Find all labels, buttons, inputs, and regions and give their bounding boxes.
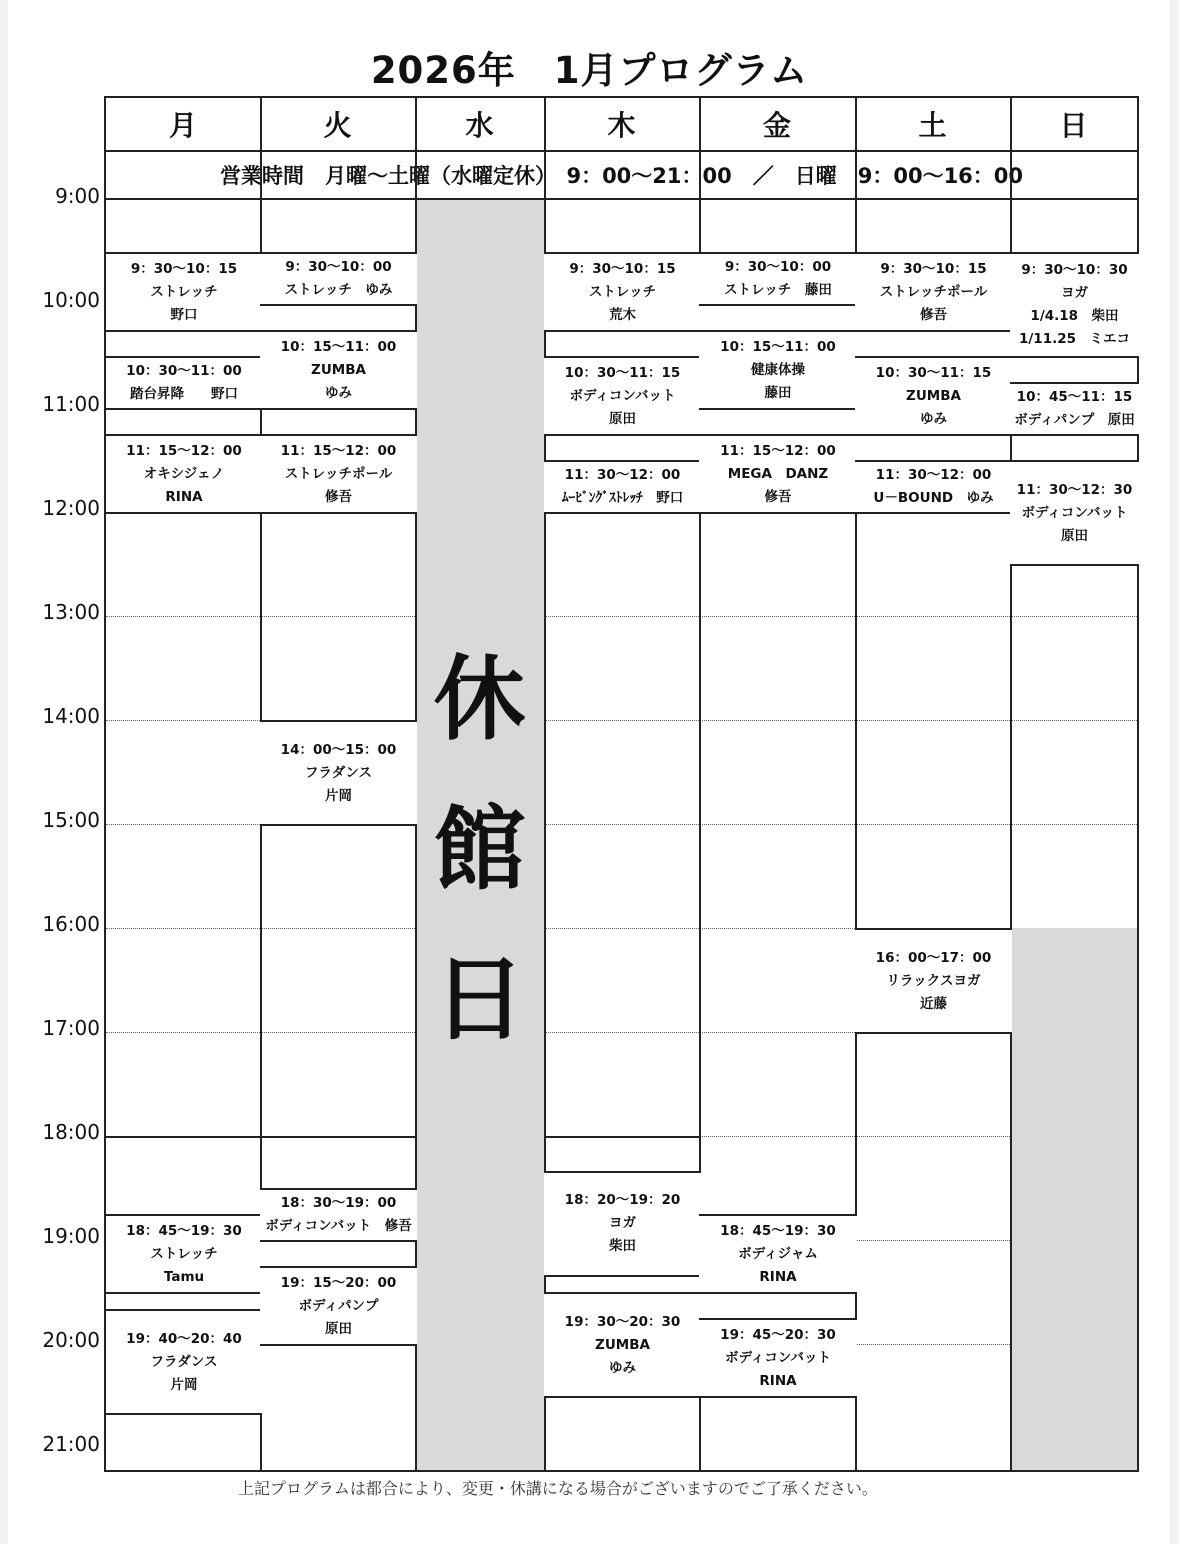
class-block xyxy=(260,1188,417,1242)
hour-line-solid xyxy=(106,1136,260,1138)
class-name: ボディコンバット xyxy=(725,1349,831,1366)
class-instructor: RINA xyxy=(759,1268,797,1285)
class-block xyxy=(106,252,262,332)
class-name: ストレッチ xyxy=(588,283,657,300)
class-block xyxy=(699,1214,857,1294)
schedule-grid xyxy=(104,96,1139,1472)
class-name: ZUMBA xyxy=(906,387,961,404)
hour-line xyxy=(1010,824,1137,825)
class-time: 14：00～15：00 xyxy=(280,741,397,758)
class-name: ストレッチポール xyxy=(879,283,988,300)
day-header-wed: 水 xyxy=(465,109,494,142)
hour-line xyxy=(699,1136,855,1137)
class-block xyxy=(260,330,417,410)
class-block xyxy=(544,356,701,436)
class-time: 19：40～20：40 xyxy=(126,1330,242,1347)
sunday-closed-block xyxy=(1010,928,1137,1470)
time-label: 17:00 xyxy=(42,1016,100,1040)
class-instructor: 荒木 xyxy=(609,306,636,323)
class-block xyxy=(699,252,857,306)
class-name: ヨガ xyxy=(609,1215,636,1232)
hour-line xyxy=(699,616,855,617)
class-instructor: ゆみ xyxy=(609,1359,636,1376)
time-label: 19:00 xyxy=(42,1224,100,1248)
closed-day-char: 日 xyxy=(433,946,526,1053)
class-name: ストレッチ 藤田 xyxy=(724,282,832,298)
class-name: ボディコンバット xyxy=(1021,504,1128,521)
class-block xyxy=(855,356,1012,436)
class-time: 11：15～12：00 xyxy=(126,442,242,459)
class-name: ZUMBA xyxy=(595,1336,650,1353)
class-name: ボディパンプ xyxy=(298,1297,379,1314)
time-label: 15:00 xyxy=(42,808,100,832)
day-header-sat: 土 xyxy=(918,109,947,142)
hour-line-solid xyxy=(260,1136,415,1138)
class-time: 9：30～10：15 xyxy=(130,260,238,277)
class-block xyxy=(544,1292,701,1398)
class-block xyxy=(699,1318,857,1398)
class-block xyxy=(855,460,1012,514)
class-instructor: Tamu xyxy=(163,1268,205,1285)
hour-line xyxy=(855,1344,1010,1345)
class-instructor: RINA xyxy=(759,1372,797,1389)
class-time: 9：30～10：00 xyxy=(285,259,392,275)
class-name: リラックスヨガ xyxy=(886,972,981,989)
class-instructor: RINA xyxy=(165,488,203,505)
class-block xyxy=(106,1309,262,1415)
class-name: ヨガ xyxy=(1061,285,1088,301)
hour-line xyxy=(106,824,260,825)
class-time: 9：30～10：00 xyxy=(724,259,832,275)
hour-line xyxy=(699,824,855,825)
day-header-sun: 日 xyxy=(1059,109,1088,142)
class-block xyxy=(260,720,417,826)
class-instructor: 修吾 xyxy=(920,306,947,323)
hour-line xyxy=(544,1032,699,1033)
class-time: 11：30～12：00 xyxy=(564,467,681,483)
class-time: 9：30～10：15 xyxy=(880,260,987,277)
class-time: 11：15～12：00 xyxy=(720,442,836,459)
class-block xyxy=(544,252,701,332)
hour-line xyxy=(1010,616,1137,617)
class-time: 10：45～11：15 xyxy=(1016,389,1133,405)
class-block xyxy=(260,1266,417,1346)
hour-line xyxy=(260,1032,415,1033)
class-instructor: 1/4.18 柴田 xyxy=(1030,308,1119,324)
time-label: 9:00 xyxy=(55,184,100,208)
hour-line xyxy=(106,928,260,929)
class-block xyxy=(699,434,857,514)
class-name: ボディコンバット 修吾 xyxy=(265,1218,412,1234)
class-block xyxy=(260,434,417,514)
class-instructor: 藤田 xyxy=(764,384,792,401)
time-label: 18:00 xyxy=(42,1120,100,1144)
class-instructor: 修吾 xyxy=(764,488,792,505)
class-instructor: 近藤 xyxy=(920,995,947,1012)
hour-line xyxy=(106,720,260,721)
time-label: 13:00 xyxy=(42,600,100,624)
class-name: オキシジェノ xyxy=(143,465,225,482)
day-header-mon: 月 xyxy=(168,109,197,142)
class-name: ストレッチ xyxy=(150,283,218,300)
hour-line-solid xyxy=(544,1136,699,1138)
closed-day-char: 館 xyxy=(433,796,526,903)
class-instructor: 原田 xyxy=(325,1320,352,1337)
hour-line xyxy=(855,1240,1010,1241)
class-time: 16：00～17：00 xyxy=(875,949,992,966)
hour-line xyxy=(855,1136,1010,1137)
page-title: 2026年 1月プログラム xyxy=(370,49,809,92)
day-header-fri: 金 xyxy=(762,109,791,142)
class-block xyxy=(1010,460,1139,566)
class-time: 10：30～11：00 xyxy=(126,363,242,379)
class-time: 18：45～19：30 xyxy=(126,1222,242,1239)
hour-line xyxy=(699,720,855,721)
hour-line xyxy=(544,720,699,721)
class-name: ストレッチポール xyxy=(284,465,393,482)
class-name: U－BOUND ゆみ xyxy=(873,490,994,506)
class-instructor: 原田 xyxy=(1061,527,1088,544)
class-time: 18：45～19：30 xyxy=(720,1222,836,1239)
class-block xyxy=(544,460,701,514)
hour-line xyxy=(699,1032,855,1033)
class-time: 11：30～12：30 xyxy=(1016,481,1133,498)
class-time: 11：30～12：00 xyxy=(875,467,992,483)
time-label: 12:00 xyxy=(42,496,100,520)
class-time: 10：30～11：15 xyxy=(875,364,992,381)
class-block xyxy=(260,252,417,306)
time-label: 16:00 xyxy=(42,912,100,936)
class-time: 18：20～19：20 xyxy=(564,1192,681,1209)
class-time: 18：30～19：00 xyxy=(280,1195,397,1211)
closed-day-label xyxy=(415,625,544,1075)
class-name: ﾑｰﾋﾞﾝｸﾞｽﾄﾚｯﾁ 野口 xyxy=(561,490,684,506)
closed-day-column xyxy=(415,200,544,1470)
day-header-tue: 火 xyxy=(323,109,352,142)
class-name: MEGA DANZ xyxy=(727,465,829,482)
class-time: 9：30～10：15 xyxy=(569,260,676,277)
hour-line xyxy=(699,928,855,929)
closed-day-char: 休 xyxy=(433,646,526,753)
class-name: ボディコンバット xyxy=(569,387,676,404)
time-label: 10:00 xyxy=(42,288,100,312)
hour-line xyxy=(260,616,415,617)
class-block xyxy=(855,252,1012,332)
footer-note: 上記プログラムは都合により、変更・休講になる場合がございますのでご了承ください。 xyxy=(238,1479,878,1498)
class-name: 踏台昇降 野口 xyxy=(130,386,238,402)
time-label: 11:00 xyxy=(42,392,100,416)
class-block xyxy=(855,928,1012,1034)
hour-line xyxy=(855,720,1010,721)
class-name: ストレッチ ゆみ xyxy=(284,282,393,298)
class-name: ZUMBA xyxy=(311,361,366,378)
class-name: ストレッチ xyxy=(150,1245,218,1262)
hour-line xyxy=(544,824,699,825)
class-instructor: 片岡 xyxy=(325,787,352,804)
time-label: 21:00 xyxy=(42,1432,100,1456)
class-block xyxy=(106,434,262,514)
class-time: 9：30～10：30 xyxy=(1021,262,1128,278)
class-block xyxy=(106,356,262,410)
class-block xyxy=(106,1214,262,1294)
class-instructor: ゆみ xyxy=(325,384,352,401)
class-time: 10：15～11：00 xyxy=(720,338,836,355)
hour-line xyxy=(260,928,415,929)
time-label: 20:00 xyxy=(42,1328,100,1352)
class-time: 19：15～20：00 xyxy=(280,1274,397,1291)
class-instructor: ゆみ xyxy=(920,410,947,427)
hour-line xyxy=(544,616,699,617)
class-name: ボディジャム xyxy=(738,1245,818,1262)
business-hours: 営業時間 月曜～土曜（水曜定休） 9：00～21：00 ／ 日曜 9：00～16：00 xyxy=(106,150,1137,200)
hour-line xyxy=(1010,720,1137,721)
class-instructor: 原田 xyxy=(609,410,636,427)
hour-line xyxy=(106,616,260,617)
hour-line xyxy=(106,1032,260,1033)
class-block xyxy=(544,1171,701,1277)
class-instructor: 修吾 xyxy=(325,488,352,505)
hour-line xyxy=(544,928,699,929)
class-instructor: 柴田 xyxy=(609,1238,636,1255)
class-instructor: 片岡 xyxy=(170,1376,198,1393)
class-time: 10：30～11：15 xyxy=(564,364,681,381)
class-time: 11：15～12：00 xyxy=(280,442,397,459)
class-time: 10：15～11：00 xyxy=(280,338,397,355)
class-name: フラダンス xyxy=(150,1353,218,1370)
time-label: 14:00 xyxy=(42,704,100,728)
class-time: 19：30～20：30 xyxy=(564,1313,681,1330)
class-name: 健康体操 xyxy=(751,361,805,378)
class-instructor: 野口 xyxy=(170,306,198,323)
hour-line xyxy=(855,824,1010,825)
class-name: フラダンス xyxy=(304,764,373,781)
day-header-thu: 木 xyxy=(607,109,636,142)
hour-line xyxy=(855,616,1010,617)
class-block xyxy=(1010,252,1139,358)
class-block xyxy=(1010,382,1139,436)
class-note: 1/11.25 ミエコ xyxy=(1018,331,1131,347)
class-block xyxy=(699,330,857,410)
class-name: ボディパンプ 原田 xyxy=(1014,412,1135,428)
class-time: 19：45～20：30 xyxy=(720,1326,836,1343)
